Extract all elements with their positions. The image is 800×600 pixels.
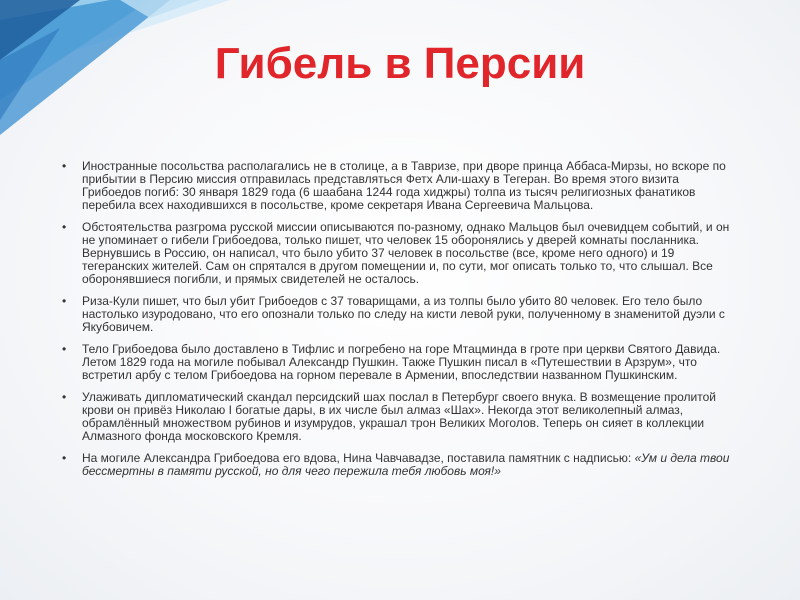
list-item [62,391,740,443]
list-item [62,221,740,286]
bullet-text: На могиле Александра Грибоедова его вдова, Нина Чавчавадзе, поставила памятник с надписью: [82,451,635,465]
slide-title: Гибель в Персии [214,39,586,88]
bullet-marker: • [62,220,67,234]
epitaph-quote: «Ум и дела твои бессмертны в памяти русской, но для чего пережила тебя любовь моя!» [82,451,730,478]
bullet-marker: • [62,159,67,173]
list-item [62,343,740,382]
bullet-list [62,160,740,487]
list-item [62,452,740,478]
bullet-text: Риза-Кули пишет, что был убит Грибоедов с 37 товарищами, а из толпы было убито 80 человек. Его тело было настолько изуродовано, что его опознали только по следу на кисти левой руки, полученному в знаменитой дуэли с Якубовичем. [82,294,725,334]
list-item [62,160,740,212]
bullet-text: Обстоятельства разгрома русской миссии описываются по-разному, однако Мальцов был очевидцем событий, и он не упоминает о гибели Грибоедова, только пишет, что человек 15 оборонялись у дверей комнаты посланника. Вернувшись в Россию, он написал, что было убито 37 человек в посольстве (все, кроме него одного) и 19 тегеранских жителей. Сам он спрятался в другом помещении и, по сути, мог описать только то, что слышал. Все оборонявшиеся погибли, и прямых свидетелей не осталось. [82,220,730,286]
bullet-marker: • [62,390,67,404]
bullet-marker: • [62,342,67,356]
list-item [62,295,740,334]
bullet-text: Тело Грибоедова было доставлено в Тифлис и погребено на горе Мтацминда в гроте при церкви Святого Давида. Летом 1829 года на могиле побывал Александр Пушкин. Также Пушкин писал в «Путешествии в Арзрум», что встретил арбу с телом Грибоедова на горном перевале в Армении, впоследствии названном Пушкинским. [82,342,721,382]
bullet-text: Иностранные посольства располагались не в столице, а в Тавризе, при дворе принца Аббаса-Мирзы, но вскоре по прибытии в Персию миссия отправилась представляться Фетх Али-шаху в Тегеран. Во время этого визита Грибоедов погиб: 30 января 1829 года (6 шаабана 1244 года хиджры) толпа из тысяч религиозных фанатиков перебила всех находившихся в посольстве, кроме секретаря Ивана Сергеевича Мальцова. [82,159,726,212]
bullet-marker: • [62,451,67,465]
bullet-text: Улаживать дипломатический скандал персидский шах послал в Петербург своего внука. В возмещение пролитой крови он привёз Николаю I богатые дары, в их числе был алмаз «Шах». Некогда этот великолепный алмаз, обрамлённый множеством рубинов и изумрудов, украшал трон Великих Моголов. Теперь он сияет в коллекции Алмазного фонда московского Кремля. [82,390,716,443]
bullet-marker: • [62,294,67,308]
